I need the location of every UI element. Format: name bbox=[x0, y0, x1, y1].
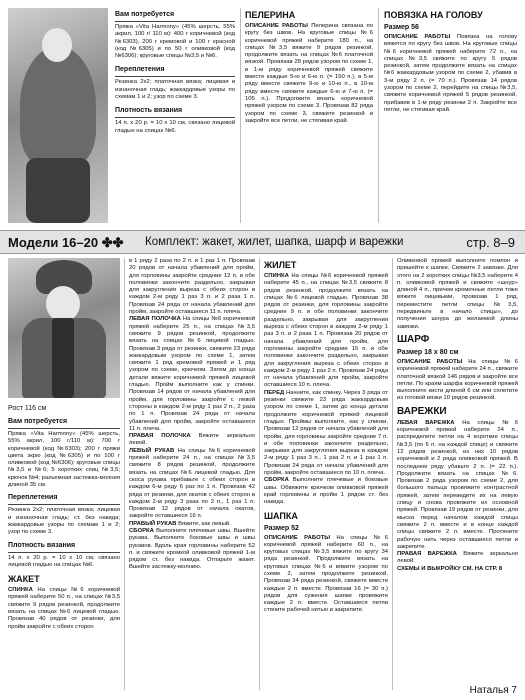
cape-column bbox=[245, 8, 373, 125]
right-sleeve-lead: ПРАВЫЙ РУКАВ bbox=[129, 520, 177, 527]
scarf-text: На спицы №6 коричневой пряжей наберите 24 п., свяжите платочной вязкой 146 рядов и закройте все петли. По краям шарфа коричневой пряжей выполните кисти длиной 6 см или сплетите из готовой вязки 10 рядов резинкой. bbox=[397, 358, 519, 402]
left-mitten-lead: ЛЕВАЯ ВАРЕЖКА bbox=[397, 419, 455, 426]
jacket-text: На спицы №6 коричневой пряжей наберите 50 п., на спицах №3,5 свяжите 9 рядов резинкой, продолжите вязать на спицах №6 лицевой гладью. Провязав 40 рядов от резинки, для пройм закройте с обеих сторон bbox=[8, 587, 120, 630]
column-rule bbox=[240, 8, 241, 223]
left-info-column bbox=[8, 402, 120, 631]
jacket-text-cont: в 1 ряду 2 раза по 2 п. и 1 раз 1 п. Провязав 20 рядов от начала убавлений для пройм, для горловины закройте средние 12 п. и обе половинки закончите раздельно, закрывая для закругления выреза с обеих сторон в каждом 2-м ряду 1 раз 3 п. и 2 раза 1 п. Провязав 24 ряда от начала убавлений для пройм, закройте оставшиеся 11 п. плеча. bbox=[129, 258, 255, 316]
models-banner bbox=[0, 230, 525, 254]
photo-cape-headband bbox=[8, 8, 108, 223]
vest-front-text: Начните, как спинку. Через 3 ряда от резинки свяжите 23 ряда жаккардовым узором по схеме 1, затем до конца детали продолжите коричневой пряжей лицевой гладью. Проймы выполните, как у спинки. Провязав 12 рядов от начала убавлений для пройм, для горловины закройте средние 7 п. и обе половинки закончите раздельно, закрывая для закругления выреза в каждом 2-м ряду 1 раз 3 п., 1 раз 2 п. и 1 раз 1 п. Провязав 24 ряда от начала убавлений для пройм, закройте оставшиеся по 10 п. плеча. bbox=[264, 389, 388, 477]
headband-column bbox=[384, 8, 517, 114]
divider bbox=[115, 21, 235, 22]
headband-title: ПОВЯЗКА НА ГОЛОВУ bbox=[384, 10, 483, 20]
vest-back-lead: СПИНКА bbox=[264, 273, 289, 279]
photo-girl-set bbox=[8, 258, 120, 398]
jacket-assembly-lead: СБОРКА bbox=[129, 527, 154, 534]
divider bbox=[115, 117, 235, 118]
vest-title: ЖИЛЕТ bbox=[264, 260, 297, 270]
left-sleeve-text: На спицы №6 коричневой пряжей наберите 24 п., на спицах №3,5 свяжите 8 рядов резинкой, продолжите вязать на спицах №6 лицевой гладью. Для скоса рукава прибавьте с обеих сторон в каждом 6-м ряду 6 раз по 1 п. Провязав 42 ряда от резинки, для окатов с обеих сторон в каждом 2-м ряду 3 раза по 2 п., 1 раз 1 п. Провязав 12 рядов от начала окатов, закройте оставшиеся 16 п. bbox=[129, 447, 256, 520]
scarf-size: Размер 18 х 80 см bbox=[397, 348, 459, 356]
left-sleeve-lead: ЛЕВЫЙ РУКАВ bbox=[129, 447, 175, 454]
scarf-mittens-column bbox=[397, 258, 518, 573]
vest-hat-column bbox=[264, 258, 388, 615]
right-sleeve-text: Вяжите, как левый. bbox=[178, 520, 231, 527]
middle-column bbox=[129, 258, 255, 572]
left-front-text: На спицы №6 коричневой пряжей наберите 25 п., на спицах №3,5 свяжите 9 рядов резинкой, продолжите вязать на спицах №6 лицевой гладью. Провязав 3 ряда от резинки, свяжите 23 ряда жаккардовым узором по схеме 1, затем свяжите 1 ряд кремовой пряжей и 1 ряд узором по схеме, крючком. Затем до конца детали вяжите коричневой пряжей лицевой гладью. Пройм выполните как у спинки. Провязав 14 рядов от начала убавлений для пройм, для горловины закройте с левой стороны в каждом 2-м ряду 1 раз 2 п., 2 раза по 1 п. Провязав 24 ряда от начала убавлений для пройм, закройте оставшиеся 11 п. плеча. bbox=[129, 316, 255, 432]
scarf-lead: ОПИСАНИЕ РАБОТЫ bbox=[397, 358, 463, 365]
need-title: Вам потребуется bbox=[115, 11, 175, 18]
need-text-2: Пряжа «Vita Harmony» (45% шерсть, 55% акрил, 100 г/110 м): 700 г коричневой (код №6303); 200 г пряжи цвета экрю (код №6305) и по 100 г оливковой (код №6306); круговые спицы №3,5 и №6; 5 коротких спиц №3,5; крючок №4; разъемная застежка-молния длиной 35 см. bbox=[8, 431, 121, 489]
cape-lead: ОПИСАНИЕ РАБОТЫ bbox=[245, 23, 308, 29]
column-rule bbox=[378, 8, 379, 223]
headband-text: Повязка на голову вяжется по кругу без швов. На круговые спицы №6 коричневой пряжей наберите 72 п., на спицах №3,5 свяжите по кругу 5 рядов резинкой, затем продолжите вязать на спицах №6 жаккардовым узором по схеме 2, убавив в 3-м ряду 2 п. (= 70 п.). Провязав 14 рядов узором по схеме 2, перейдите на спицы №3,5, свяжите коричневой пряжей 5 рядов резинкой, прибавив в 1-м ряду резинки 2 п. Закройте все петли, не стягивая край. bbox=[384, 34, 518, 113]
right-mitten-lead: ПРАВАЯ ВАРЕЖКА bbox=[397, 551, 457, 558]
column-rule bbox=[124, 258, 125, 690]
density-title: Плотность вязания bbox=[115, 107, 183, 115]
mittens-title: ВАРЕЖКИ bbox=[397, 405, 447, 417]
height-label: Рост 116 см bbox=[8, 405, 47, 412]
divider bbox=[8, 428, 120, 429]
jacket-assembly-text: Выполните плечевые швы. Вшейте рукава. Выполните боковые швы и швы рукавов. Вдоль края горловины наберите 52 п. и свяжите кромкой оливковой пряжей 1-м рядом ст. без накида. Отпарьте жакет. Вшейте застежку-молнию. bbox=[129, 527, 255, 571]
density-title-2: Плотность вязания bbox=[8, 541, 76, 549]
right-front-text: Вяжите зеркально левой. bbox=[129, 433, 256, 447]
scarf-title: ШАРФ bbox=[397, 333, 430, 345]
charts-note: СХЕМЫ И ВЫКРОЙКУ СМ. НА СТР. 8 bbox=[397, 565, 503, 572]
page-footer: Наталья 7 bbox=[469, 685, 517, 696]
hat-size: Размер 52 bbox=[264, 524, 299, 532]
vest-front-lead: ПЕРЕД bbox=[264, 389, 285, 396]
jacket-lead: СПИНКА bbox=[8, 587, 33, 594]
right-mitten-text: Вяжите зеркально левой. bbox=[397, 551, 518, 565]
jacket-title: ЖАКЕТ bbox=[8, 574, 40, 585]
patterns-text: Резинка 2х2; платочная вязка; лицевая и изнаночная гладь; жаккардовые узоры по схемам 1 и 2; узор по схеме 3. bbox=[115, 79, 235, 101]
vest-back-text: На спицы №6 коричневой пряжей наберите 45 п., на спицах №3,5 свяжите 8 рядов резинкой, продолжите вязать на спицах №6 лицевой гладью. Провязав 38 рядов от резинки, для горловины закройте средние 9 п. и обе половинки закончите раздельно, закрывая для закругления выреза с обеих сторон в каждом 2-м ряду 1 раз 3 п. и 2 раза 1 п. Провязав 20 рядов от начала убавлений для пройм, для горловины закройте средние 15 п. и обе половинки закончите раздельно, закрывая для закругления выреза с обеих сторон в каждом 2-м ряду 1 раз 2 п. Провязав 24 ряда от начала убавлений для пройм, закройте оставшиеся 10 п. плеча. bbox=[264, 273, 388, 389]
need-text: Пряжа «Vita Harmony» (45% шерсть, 55% акрил, 100 г/ 110 м): 400 г коричневой (код №6303), 200 г кремовой и 100 г красной (код №6305) и по 50 г оливковой (код №6306); круговые спицы №3,5 и №6. bbox=[115, 24, 235, 60]
hat-text: На спицы №6 коричневой пряжей наберите 60 п., на круговых спицах №3,5 вяжите по кругу 34 ряда резинкой. Продолжите вязать на круговых спицах №6 и вяжите узором по схеме 2, затем продолжите резинкой. Провязав 34 ряда резинкой, свяжите вместе каждые 2 п. вместе. Провязав 16 (= 30 п.) рядов для сужения шапки провяжите каждые 2 п. вместе. Оставшиеся петли стяните рабочей нитью и закрепите. bbox=[264, 534, 389, 614]
top-info-column bbox=[115, 8, 235, 135]
patterns-text-2: Резинка 2х2; платочная вязка; лицевая и изнаночная гладь; ст. без накида; жаккардовые узоры по схемам 1 и 2; узор по схеме 3. bbox=[8, 507, 120, 536]
hat-title: ШАПКА bbox=[264, 510, 298, 521]
column-rule bbox=[259, 258, 260, 690]
banner-pages: стр. 8–9 bbox=[466, 235, 515, 250]
column-rule bbox=[392, 258, 393, 690]
headband-lead: ОПИСАНИЕ РАБОТЫ bbox=[384, 34, 451, 40]
patterns-title-2: Переплетения bbox=[8, 494, 58, 502]
vest-assembly-lead: СБОРКА bbox=[264, 477, 289, 484]
left-mitten-text: На спицы №6 коричневой пряжей наберите 24 п., распределите петли на 4 короткие спицы №3,5 (по 6 п. на каждой спице) и свяжите 12 рядов резинкой, из них 10 рядов коричневой и 2 ряда оливковой пряжей. В последнем ряду убавьте 2 п. (= 22 п.). Продолжите вязать на спицах №6. Провязав 2 ряда узором по схеме 2, для большого пальца провяжите контрастной пряжей, затем переведите их на левую спицу и снова провяжите их основной пряжей. Провязав 19 рядов от резинки, для мыска перед началом каждой спицы свяжите 2 п. вместе и в конце каждой спицы свяжите 2 п. вместе. Протяните рабочую нить через оставшиеся петли и закрепите. bbox=[397, 419, 518, 550]
hat-text-cont: Оливковой пряжей выполните помпон и пришейте к шапке. Свяжите 2 завязки. Для этого на 2 коротких спицы №3,5 наберите 4 п. оливковой пряжей и свяжите «шнур» длиной 4 п., причем кромочные петли тоже вяжите лицевыми, провязав 1 ряд, переместите петли спицы №3,5, передвиньте в начало спицы», до получения шнура до желаемой длины завязки. bbox=[397, 258, 518, 330]
need-title-2: Вам потребуется bbox=[8, 418, 68, 425]
left-front-lead: ЛЕВАЯ ПОЛОЧКА bbox=[129, 316, 181, 323]
divider bbox=[115, 76, 235, 77]
cape-title: ПЕЛЕРИНА bbox=[245, 10, 296, 20]
divider bbox=[8, 552, 120, 553]
divider bbox=[8, 504, 120, 505]
cape-text: Пелерина связана по кругу без швов. На круговые спицы №6 коричневой пряжей наберите 180 п., на спицах №3,5 вяжите 9 рядов резинкой, продолжите вязать на спицах №6 платочной вязкой. Провязав 28 рядов узором по схеме 1, в 1-м ряду коричневой пряжей свяжите вместе каждые 5-ю и 6-ю п. (= 150 п.), в 5-м ряду вместе свяжите 9-ю и 10-ю п., в 10-м ряду вместе свяжите каждые 6-ю и 7-ю п. (= 105 п.). Продолжите вязать коричневой пряжей узором по схеме 3. Провязав 82 ряда узором по схеме 3, свяжите резинкой и закройте все петли, не стягивая край. bbox=[245, 23, 374, 124]
banner-model: Модели 16–20 ✤✤ bbox=[8, 235, 124, 250]
banner-subtitle: Комплект: жакет, жилет, шапка, шарф и варежки bbox=[145, 236, 404, 248]
density-text: 14 п. х 20 р. = 10 х 10 см, связано лицевой гладью на спицах №6. bbox=[115, 120, 235, 134]
vest-assembly-text: Выполните плечевые и боковые швы. Обвяжите крючком оливковой пряжей край горловины и пройм 1 рядом ст. без накида. bbox=[264, 477, 388, 506]
hat-lead: ОПИСАНИЕ РАБОТЫ bbox=[264, 534, 331, 541]
patterns-title: Переплетения bbox=[115, 66, 165, 74]
density-text-2: 14 п. х 20 р. = 10 х 10 см, связано лицевой гладью на спицах №6. bbox=[8, 554, 120, 568]
right-front-lead: ПРАВАЯ ПОЛОЧКА bbox=[129, 433, 191, 440]
headband-size: Размер 56 bbox=[384, 24, 419, 31]
